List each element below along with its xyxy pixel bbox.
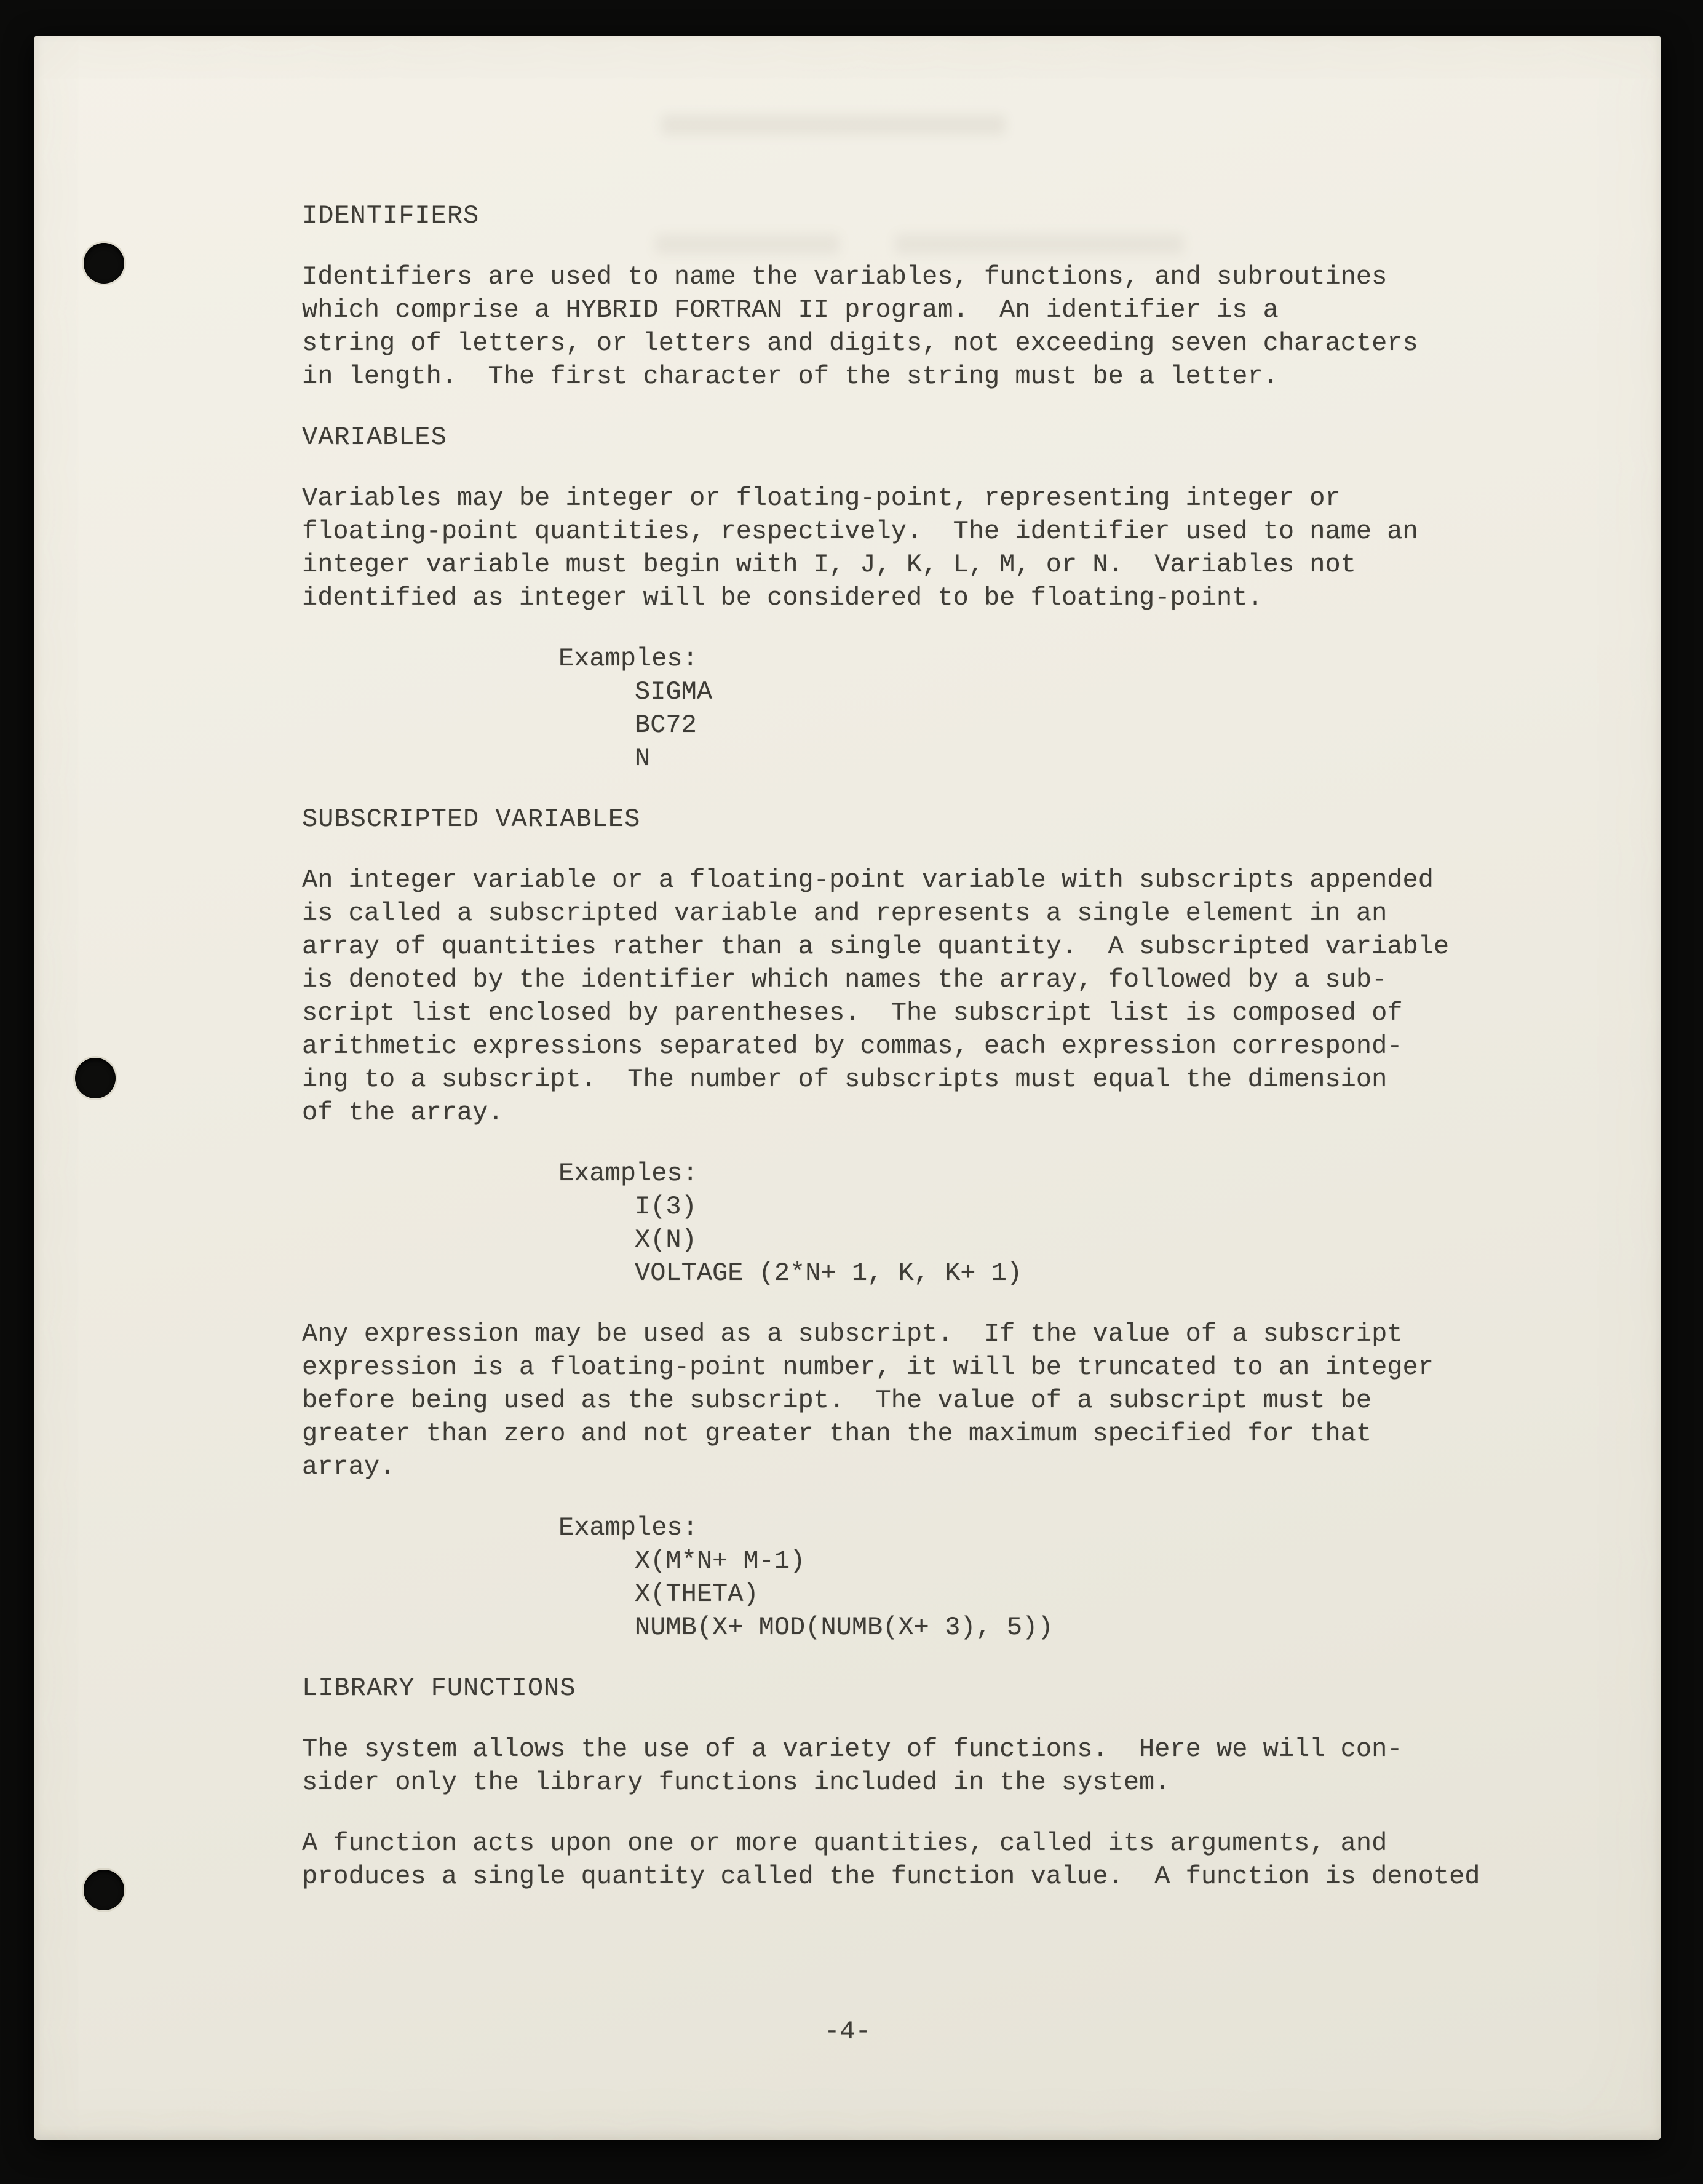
examples-items: SIGMA BC72 N [635, 677, 713, 773]
variables-examples-block [302, 642, 1523, 775]
punch-hole-bottom [84, 1870, 124, 1910]
subscript-usage-paragraph: Any expression may be used as a subscript. If the value of a subscript expression is a floating-point number, it will be truncated to an integer before being used as the subscript. The value of a subscript must be greater than zero and not greater than the maximum specified for that array. [302, 1319, 1434, 1482]
punch-hole-top [84, 243, 124, 284]
section-heading-identifiers: IDENTIFIERS [302, 201, 480, 231]
examples-items: X(M*N+ M-1) X(THETA) NUMB(X+ MOD(NUMB(X+ 3), 5)) [635, 1546, 1054, 1642]
section-heading-library-functions: LIBRARY FUNCTIONS [302, 1674, 576, 1703]
identifiers-paragraph: Identifiers are used to name the variables, functions, and subroutines which comprise a HYBRID FORTRAN II program. An identifier is a string of letters, or letters and digits, not exceeding seven characters in length. The first character of the string must be a letter. [302, 262, 1418, 391]
punch-hole-middle [75, 1058, 116, 1098]
page-number: -4- [824, 2017, 871, 2046]
variables-paragraph: Variables may be integer or floating-point, representing integer or floating-point quantities, respectively. The identifier used to name an integer variable must begin with I, J, K, L, M, or N. Variables not identified as integer will be considered to be floating-point. [302, 483, 1418, 613]
subscripted-variables-examples-block [302, 1157, 1523, 1290]
section-heading-variables: VARIABLES [302, 423, 447, 452]
showthrough-mark [661, 114, 1006, 135]
subscript-usage-examples-block [302, 1511, 1523, 1644]
subscripted-variables-paragraph: An integer variable or a floating-point variable with subscripts appended is called a subscripted variable and represents a single element in an array of quantities rather than a single quantity. A subscripted variable is denoted by the identifier which names the array, followed by a sub- script list enclosed by parentheses. The subscript list is composed of arithmetic expressions separated by commas, each expression correspond- ing to a subscript. The number of subscripts must equal the dimension of the array. [302, 865, 1450, 1127]
examples-items: I(3) X(N) VOLTAGE (2*N+ 1, K, K+ 1) [635, 1192, 1023, 1288]
examples-label: Examples: [558, 1513, 698, 1543]
section-heading-subscripted-variables: SUBSCRIPTED VARIABLES [302, 804, 641, 834]
examples-label: Examples: [558, 644, 698, 673]
library-functions-paragraph-2: A function acts upon one or more quantities, called its arguments, and produces a single quantity called the function value. A function is denoted [302, 1829, 1480, 1891]
document-page [34, 36, 1661, 2140]
library-functions-paragraph-1: The system allows the use of a variety of functions. Here we will con- sider only the library functions included in the system. [302, 1734, 1403, 1797]
page-content [302, 199, 1523, 1921]
examples-label: Examples: [558, 1159, 698, 1188]
